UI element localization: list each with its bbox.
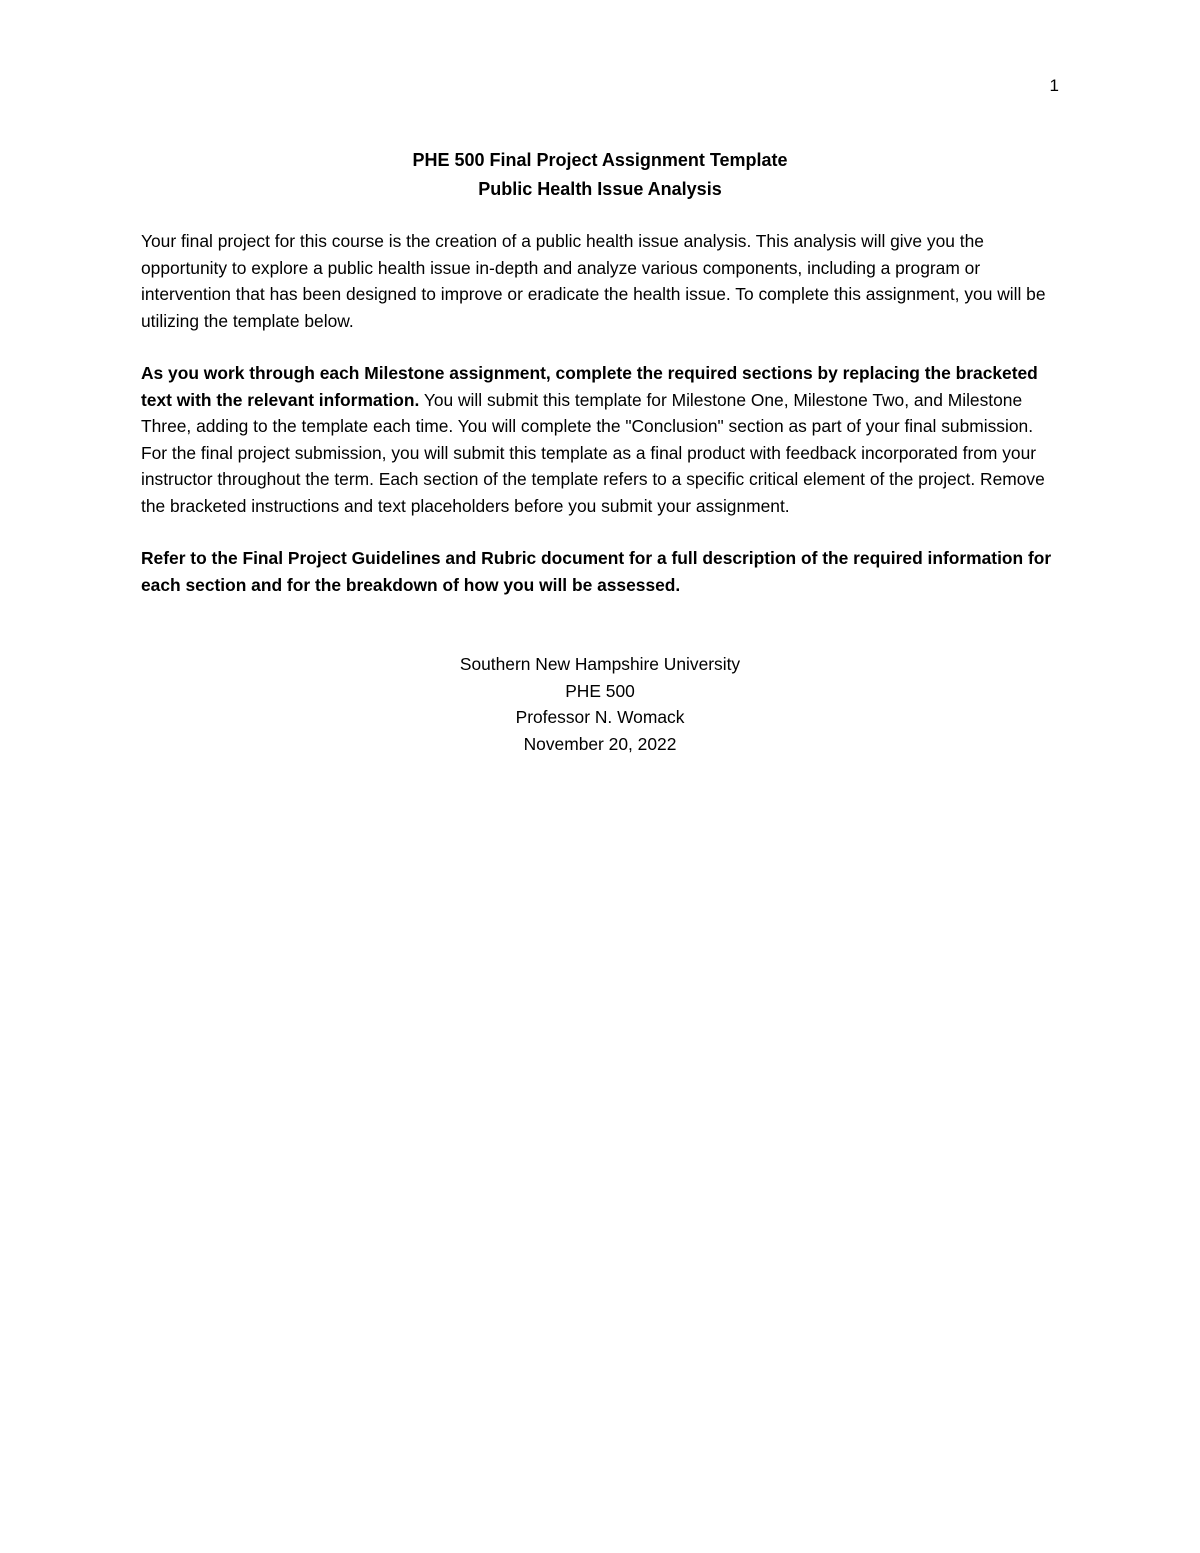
milestone-bold-lead: As you work through each Milestone assignment, complete the required sections by replacing the bracketed text with the relevant information. bbox=[141, 363, 1038, 410]
university-name: Southern New Hampshire University bbox=[459, 654, 741, 674]
document-subtitle: Public Health Issue Analysis bbox=[478, 179, 722, 199]
submission-date: November 20, 2022 bbox=[523, 733, 677, 754]
title-block bbox=[141, 146, 1059, 204]
course-code: PHE 500 bbox=[565, 680, 635, 701]
intro-paragraph: Your final project for this course is the creation of a public health issue analysis. This analysis will give you the opportunity to explore a public health issue in-depth and analyze various components, including a program or intervention that has been designed to improve or eradicate the health issue. To complete this assignment, you will be utilizing the template below. bbox=[141, 231, 1046, 331]
refer-paragraph: Refer to the Final Project Guidelines and Rubric document for a full description of the required information for each section and for the breakdown of how you will be assessed. bbox=[141, 548, 1052, 595]
document-body bbox=[141, 146, 1059, 757]
submission-info bbox=[141, 651, 1059, 757]
milestone-rest-text: You will submit this template for Milestone One, Milestone Two, and Milestone Three, adding to the template each time. You will complete the "Conclusion" section as part of your final submission. For the final project submission, you will submit this template as a final product with feedback incorporated from your instructor throughout the term. Each section of the template refers to a specific critical element of the project. Remove the bracketed instructions and text placeholders before you submit your assignment. bbox=[141, 389, 1045, 516]
page-number: 1 bbox=[1049, 76, 1059, 95]
milestone-paragraph bbox=[141, 360, 1059, 519]
professor-name: Professor N. Womack bbox=[515, 707, 685, 727]
document-title: PHE 500 Final Project Assignment Template bbox=[412, 150, 788, 170]
